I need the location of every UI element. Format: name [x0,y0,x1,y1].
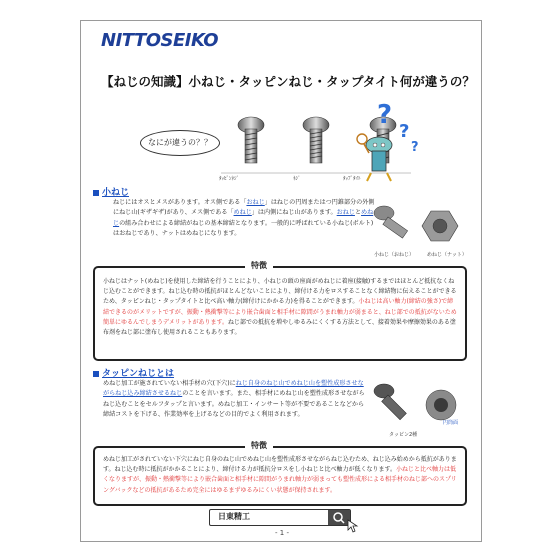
section-heading-small-screw: 小ねじ [93,185,129,198]
caption-nut: めねじ（ナット） [427,252,467,258]
tapping-screw-image [371,381,416,427]
screw-1 [238,117,264,163]
section-heading-tapping-screw: タッピンねじとは [93,366,174,379]
small-screw-image [371,201,416,247]
page-title: 【ねじの知識】小ねじ・タッピンねじ・タップタイト何が違うの？ [101,74,475,89]
feature-box-2-text: めねじ加工がされていない下穴にねじ自身のねじ山でめねじ山を塑性成形させながらねじ込むため、ねじ込み始めから抵抗があります。ねじ込む時に抵抗がかかることにより、締付ける力が抵抗分ロスをし小ねじと比べ軸力が低くなります。小ねじと比べ軸力は低くなりますが、振動・熱衝撃等により嵌合歯面と相手材に隙間がうまれ軸力が弱まっても塑性成形による相手材のねじ部へのスプリングバックなどの抵抗があるため完全にはゆるまずゆるみにくい状態が保持されます。 [103,456,457,494]
company-logo: NITTOSEIKO [101,30,219,51]
page-number: - 1 - [275,529,289,537]
search-input[interactable] [209,509,351,526]
search-value: 日東精工 [218,512,250,521]
mascot-illustration [353,93,431,185]
speech-bubble: なにが違うの？？ [140,130,220,156]
svg-text:?: ? [399,121,410,142]
svg-text:?: ? [377,100,393,130]
feature-box-1-title: 特徴 [245,260,273,271]
svg-text:?: ? [411,140,419,155]
document-page [80,20,482,542]
hero-label-2: ﾈｼﾞ [293,176,301,182]
hero-label-1: ﾀｯﾋﾟﾝﾈｼﾞ [219,176,240,182]
feature-box-2-title: 特徴 [245,440,273,451]
feature-box-1-text: 小ねじはナット(めねじ)を使用した締結を行うことにより、小ねじの頭の座面がめねじに着座(接触)するまではほとんど抵抗なくねじ込むことができます。ねじ込む時の抵抗がほとんどないことにより、締付ける力をロスすることなく締結物に伝えることができるため、タッピンねじ・タップタイトと比べ高い軸力(締付けにかかる力)を得ることができます。小ねじは高い軸力(締結の強さ)で締結できるのがメリットですが、振動・熱衝撃等により嵌合歯面と相手材に隙間がうまれ軸力が弱まると、ねじ部での抵抗がないため簡単にゆるんでしまうデメリットがあります。ねじ部での抵抗を増やしゆるみにくくする方法として、接着効果や摩擦効果のある塗布剤をねじ部に塗布し使用されることもあります。 [103,278,457,337]
caption-tapping-type: タッピン2種 [389,432,418,438]
screw-2 [303,117,329,163]
section-tapping-screw-text: めねじ加工が施されていない相手材の穴(下穴)にねじ自身のねじ山でめねじ山を塑性成形させながらねじ込み締結させるねじのことを言います。また、相手材にめねじ山を塑性成形させながらねじ込むことをセルフタップと言います。めねじ加工・インサート等が不要であることなどから締結コストを下げる、作業効率を上げるなどの目的でよく利用されます。 [103,380,365,419]
caption-male-screw: 小ねじ（おねじ） [374,252,415,258]
hero-label-3: ﾀｯﾌﾟﾀｲﾄ [343,176,361,182]
caption-hole: 円筒面 [443,420,459,426]
section-small-screw-text: ねじにはオスとメスがあります。オス側である「おねじ」はねじの円周またはつ円錐部分の外側にねじ山(ギザギザ)があり、メス側である「めねじ」は内側にねじ山があります。おねじとめねじの組み合わせによる締結がねじの基本締結となります。一般的に呼ばれている小ねじ(ボルト)はおねじであり、ナットはめねじになります。 [113,199,375,238]
nut-image [421,209,459,243]
